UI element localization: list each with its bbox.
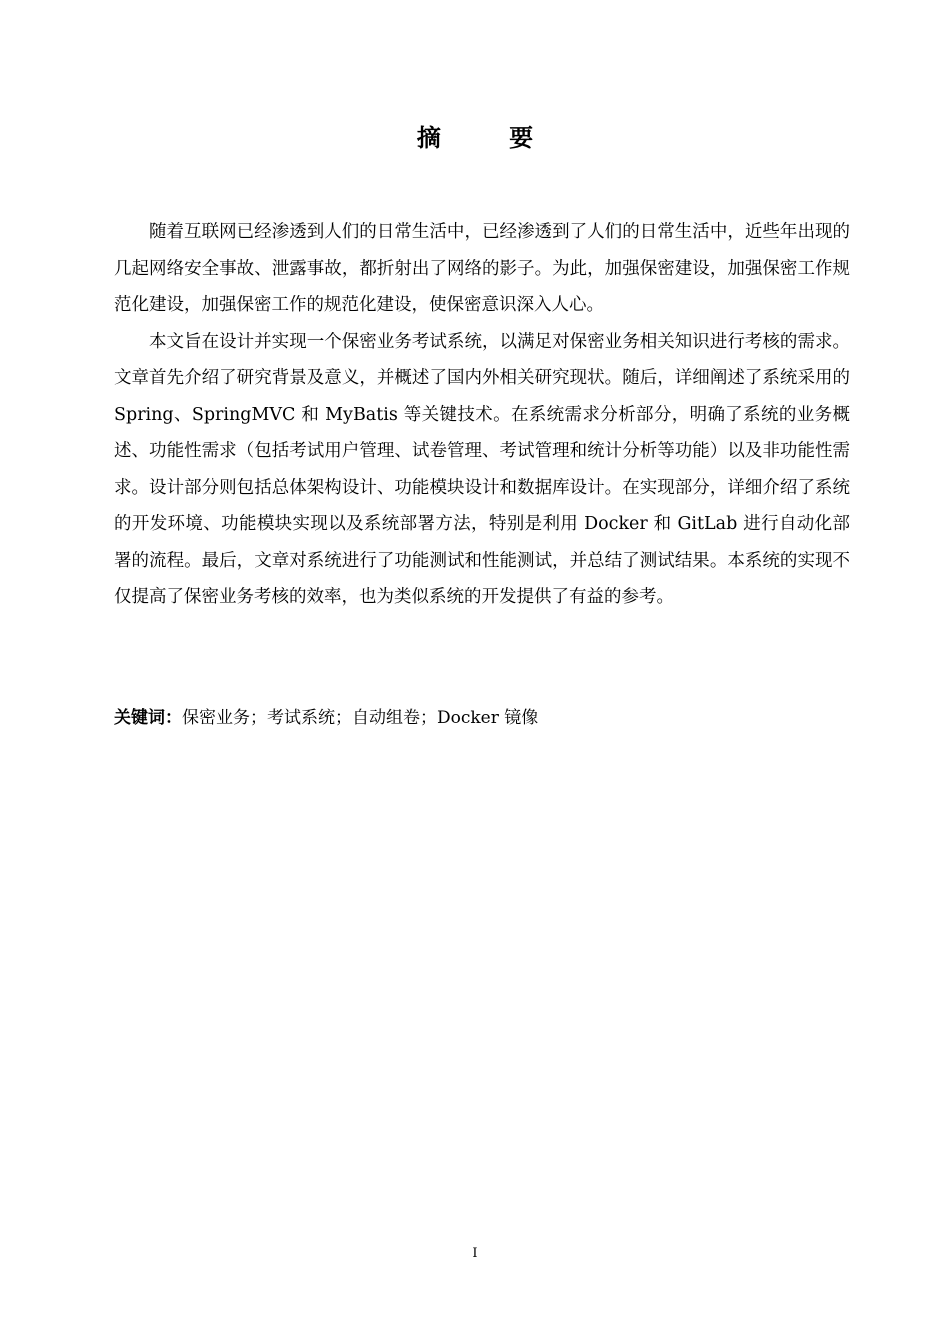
page-number: I (472, 1246, 478, 1261)
abstract-paragraph-2: 本文旨在设计并实现一个保密业务考试系统，以满足对保密业务相关知识进行考核的需求。文章首先介绍了研究背景及意义，并概述了国内外相关研究现状。随后，详细阐述了系统采用的 Spring、SpringMVC 和 MyBatis 等关键技术。在系统需求分析部分，明确了系统的业务概述、功能性需求（包括考试用户管理、试卷管理、考试管理和统计分析等功能）以及非功能性需求。设计部分则包括总体架构设计、功能模块设计和数据库设计。在实现部分，详细介绍了系统的开发环境、功能模块实现以及系统部署方法，特别是利用 Docker 和 GitLab 进行自动化部署的流程。最后，文章对系统进行了功能测试和性能测试，并总结了测试结果。本系统的实现不仅提高了保密业务考核的效率，也为类似系统的开发提供了有益的参考。 (114, 331, 850, 607)
abstract-title: 摘 要 (416, 124, 564, 152)
keywords-line (114, 700, 850, 736)
abstract-body (114, 214, 850, 616)
keywords-label: 关键词： (114, 708, 182, 728)
keywords-value: 保密业务；考试系统；自动组卷；Docker 镜像 (182, 708, 539, 728)
abstract-paragraph-1: 随着互联网已经渗透到人们的日常生活中，已经渗透到了人们的日常生活中，近些年出现的几起网络安全事故、泄露事故，都折射出了网络的影子。为此，加强保密建设，加强保密工作规范化建设，加强保密工作的规范化建设，使保密意识深入人心。 (114, 222, 850, 315)
